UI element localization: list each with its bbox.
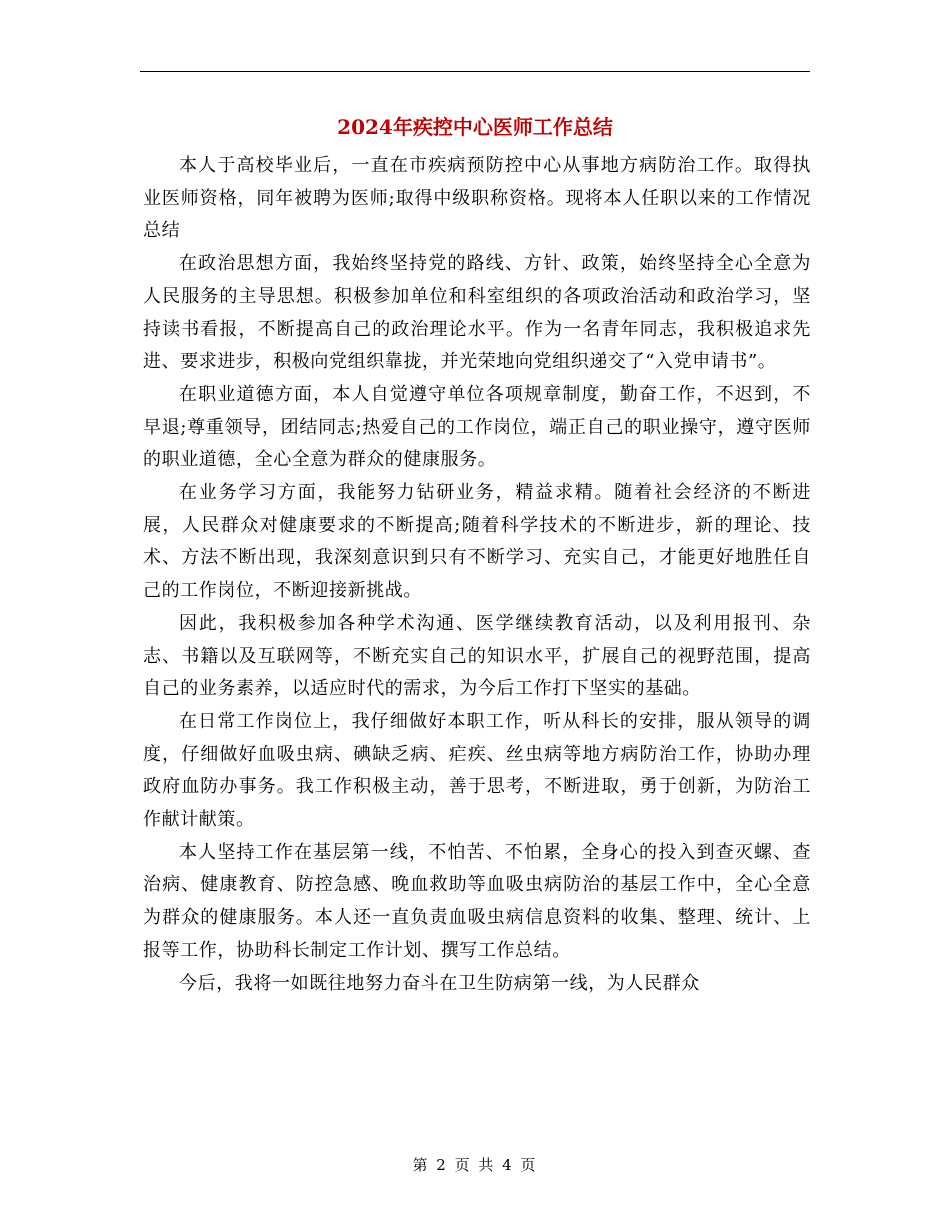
paragraph-intro: 本人于高校毕业后，一直在市疾病预防控中心从事地方病防治工作。取得执业医师资格，同年被聘为医师;取得中级职称资格。现将本人任职以来的工作情况总结 [143,155,811,242]
paragraph-ethics: 在职业道德方面，本人自觉遵守单位各项规章制度，勤奋工作，不迟到，不早退;尊重领导，团结同志;热爱自己的工作岗位，端正自己的职业操守，遵守医师的职业道德，全心全意为群众的健康服务。 [143,383,811,471]
paragraph-education: 因此，我积极参加各种学术沟通、医学继续教育活动，以及利用报刊、杂志、书籍以及互联网等，不断充实自己的知识水平，扩展自己的视野范围，提高自己的业务素养，以适应时代的需求，为今后工作打下坚实的基础。 [143,612,811,700]
paragraph-future: 今后，我将一如既往地努力奋斗在卫生防病第一线，为人民群众 [179,972,700,994]
document-title: 2024年疾控中心医师工作总结 [337,115,613,139]
document-body [143,150,811,1000]
header-rule [140,71,810,72]
paragraph-study: 在业务学习方面，我能努力钻研业务，精益求精。随着社会经济的不断进展，人民群众对健康要求的不断提高;随着科学技术的不断进步，新的理论、技术、方法不断出现，我深刻意识到只有不断学习、充实自己，才能更好地胜任自己的工作岗位，不断迎接新挑战。 [143,482,811,602]
paragraph-daily-work: 在日常工作岗位上，我仔细做好本职工作，听从科长的安排，服从领导的调度，仔细做好血吸虫病、碘缺乏病、疟疾、丝虫病等地方病防治工作，协助办理政府血防办事务。我工作积极主动，善于思考，不断进取，勇于创新，为防治工作献计献策。 [143,710,811,831]
paragraph-political: 在政治思想方面，我始终坚持党的路线、方针、政策，始终坚持全心全意为人民服务的主导思想。积极参加单位和科室组织的各项政治活动和政治学习，坚持读书看报，不断提高自己的政治理论水平。作为一名青年同志，我积极追求先进、要求进步，积极向党组织靠拢，并光荣地向党组织递交了“入党申请书”。 [143,253,811,373]
paragraph-frontline: 本人坚持工作在基层第一线，不怕苦、不怕累，全身心的投入到查灭螺、查治病、健康教育、防控急感、晚血救助等血吸虫病防治的基层工作中，全心全意为群众的健康服务。本人还一直负责血吸虫病信息资料的收集、整理、统计、上报等工作，协助科长制定工作计划、撰写工作总结。 [143,841,811,961]
page-number: 第 2 页 共 4 页 [412,1156,538,1174]
